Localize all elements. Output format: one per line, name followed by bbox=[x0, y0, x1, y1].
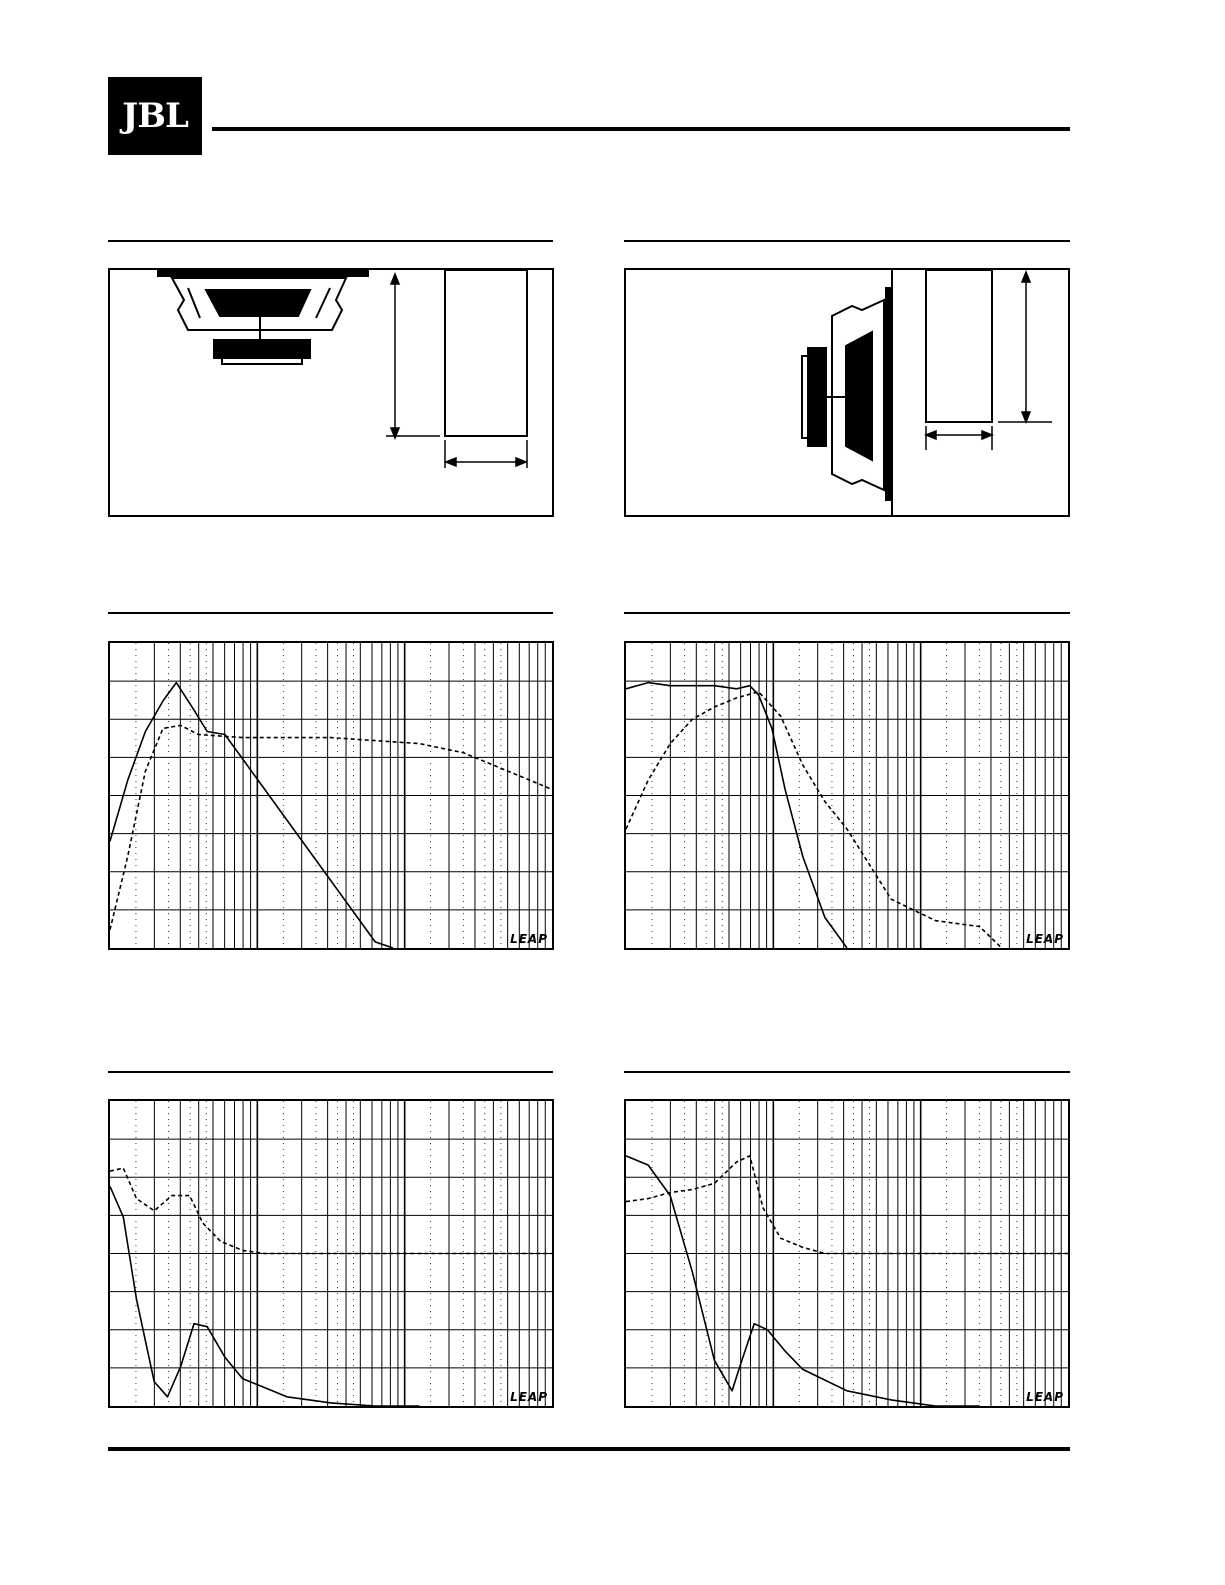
chart-impedance-baffle bbox=[624, 1099, 1070, 1408]
section-rule-left-bottom bbox=[108, 1071, 553, 1073]
header-rule bbox=[212, 127, 1070, 131]
series-line-dashed bbox=[626, 1156, 1068, 1254]
enclosure-box bbox=[445, 270, 527, 436]
section-rule-left-top bbox=[108, 240, 553, 242]
baffle-enclosure-diagram bbox=[624, 268, 1070, 517]
section-rule-right-top bbox=[624, 240, 1070, 242]
sealed-enclosure-drawing bbox=[110, 270, 552, 515]
series-line-solid bbox=[110, 683, 393, 948]
chart-0-svg bbox=[110, 643, 552, 948]
chart-1-svg bbox=[626, 643, 1068, 948]
leap-watermark: LEAP bbox=[510, 932, 548, 946]
section-rule-right-bottom bbox=[624, 1071, 1070, 1073]
series-line-solid bbox=[626, 1156, 980, 1406]
series-line-solid bbox=[626, 683, 847, 948]
chart-2-svg bbox=[110, 1101, 552, 1406]
section-rule-left-mid bbox=[108, 612, 553, 614]
leap-watermark: LEAP bbox=[510, 1390, 548, 1404]
woofer-side-view-icon bbox=[158, 270, 368, 364]
chart-3-svg bbox=[626, 1101, 1068, 1406]
footer-rule bbox=[108, 1447, 1070, 1451]
series-line-dashed bbox=[110, 725, 552, 929]
height-dimension-arrow bbox=[998, 272, 1052, 422]
baffle-enclosure-drawing bbox=[626, 270, 1068, 515]
leap-watermark: LEAP bbox=[1026, 1390, 1064, 1404]
sealed-enclosure-diagram bbox=[108, 268, 554, 517]
jbl-logo bbox=[108, 77, 202, 155]
width-dimension-arrow bbox=[445, 440, 527, 468]
chart-frequency-response-sealed bbox=[108, 641, 554, 950]
width-dimension-arrow bbox=[926, 426, 992, 450]
jbl-logo-text: JBL bbox=[122, 96, 188, 136]
leap-watermark: LEAP bbox=[1026, 932, 1064, 946]
height-dimension-arrow bbox=[386, 274, 440, 438]
section-rule-right-mid bbox=[624, 612, 1070, 614]
chart-impedance-sealed bbox=[108, 1099, 554, 1408]
chart-frequency-response-baffle bbox=[624, 641, 1070, 950]
enclosure-box bbox=[926, 270, 992, 422]
woofer-rotated-view-icon bbox=[802, 288, 892, 500]
series-line-dashed bbox=[110, 1168, 552, 1253]
series-line-solid bbox=[110, 1186, 419, 1406]
